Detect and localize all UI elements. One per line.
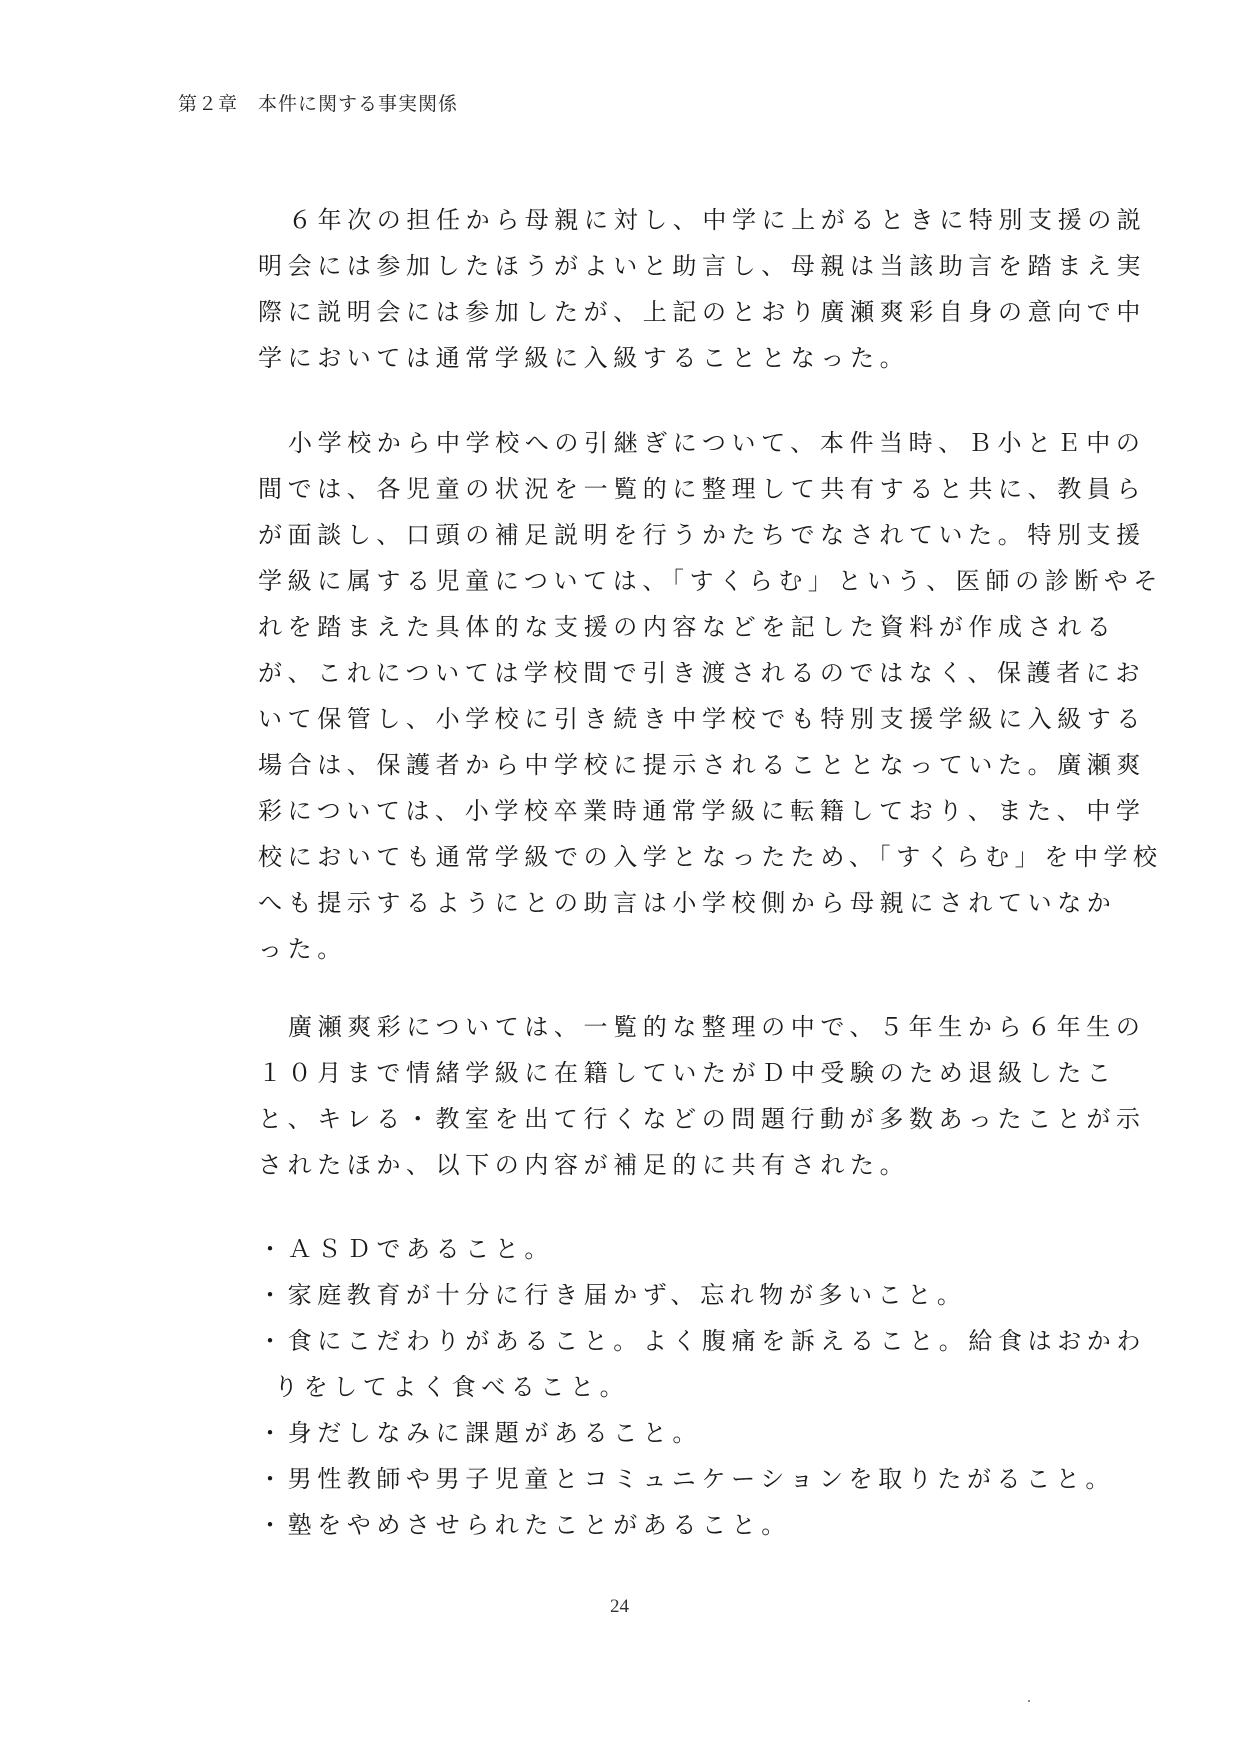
paragraph-line: が、これについては学校間で引き渡されるのではなく、保護者にお [258,659,1146,687]
paragraph-line: へも提示するようにとの助言は小学校側から母親にされていなか [258,889,1117,917]
bullet-list [258,1226,1146,1548]
paragraph-line: と、キレる・教室を出て行くなどの問題行動が多数あったことが示 [258,1105,1146,1133]
scan-speck [1028,1700,1030,1702]
paragraph-line: されたほか、以下の内容が補足的に共有された。 [258,1151,910,1179]
paragraph-line: 際に説明会には参加したが、上記のとおり廣瀬爽彩自身の意向で中 [258,298,1146,326]
paragraph-line: 明会には参加したほうがよいと助言し、母親は当該助言を踏まえ実 [258,252,1146,280]
paragraph-line: 間では、各児童の状況を一覧的に整理して共有すると共に、教員ら [258,475,1146,503]
paragraph-3 [258,1004,1146,1188]
paragraph-line: 学級に属する児童については、「すくらむ」という、医師の診断やそ [258,567,1164,595]
paragraph-1 [258,197,1147,381]
bullet-item: ・食にこだわりがあること。よく腹痛を訴えること。給食はおかわ [258,1327,1146,1355]
bullet-item: ・ＡＳＤであること。 [258,1235,554,1263]
paragraph-line: 廣瀬爽彩については、一覧的な整理の中で、５年生から６年生の [288,1013,1146,1041]
paragraph-line: れを踏まえた具体的な支援の内容などを記した資料が作成される [258,613,1117,641]
paragraph-line: 彩については、小学校卒業時通常学級に転籍しており、また、中学 [258,797,1146,825]
paragraph-line: が面談し、口頭の補足説明を行うかたちでなされていた。特別支援 [258,521,1146,549]
bullet-item: ・家庭教育が十分に行き届かず、忘れ物が多いこと。 [258,1281,967,1309]
chapter-header: 第２章 本件に関する事実関係 [178,93,459,115]
paragraph-2 [258,420,1164,972]
paragraph-line: 場合は、保護者から中学校に提示されることとなっていた。廣瀬爽 [258,751,1146,779]
paragraph-line: った。 [258,935,347,963]
paragraph-line: いて保管し、小学校に引き続き中学校でも特別支援学級に入級する [258,705,1146,733]
bullet-item: ・身だしなみに課題があること。 [258,1419,702,1447]
bullet-item: ・男性教師や男子児童とコミュニケーションを取りたがること。 [258,1465,1115,1493]
bullet-item-continuation: りをしてよく食べること。 [274,1373,630,1401]
page-number: 24 [610,1596,629,1617]
bullet-item: ・塾をやめさせられたことがあること。 [258,1511,791,1539]
paragraph-line: 小学校から中学校への引継ぎについて、本件当時、Ｂ小とＥ中の [288,429,1146,457]
paragraph-line: １０月まで情緒学級に在籍していたがＤ中受験のため退級したこ [258,1059,1117,1087]
paragraph-line: ６年次の担任から母親に対し、中学に上がるときに特別支援の説 [288,206,1147,234]
paragraph-line: 学においては通常学級に入級することとなった。 [258,344,910,372]
paragraph-line: 校においても通常学級での入学となったため、「すくらむ」を中学校 [258,843,1163,871]
